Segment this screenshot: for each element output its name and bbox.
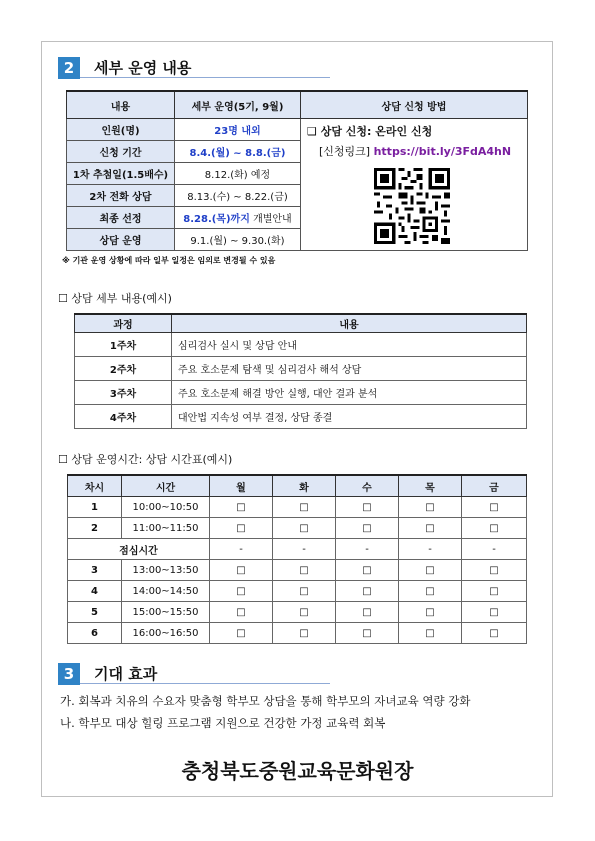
dash-cell: - [210, 539, 273, 560]
table-header: 금 [462, 475, 527, 497]
desc-cell: 대안법 지속성 여부 결정, 상담 종결 [172, 405, 527, 429]
desc-cell: 주요 호소문제 탐색 및 심리검사 해석 상담 [172, 357, 527, 381]
session-number: 1 [68, 497, 122, 518]
checkbox-mon[interactable]: □ [210, 623, 273, 644]
table-header: 과정 [75, 314, 172, 333]
table-header: 월 [210, 475, 273, 497]
checkbox-thu[interactable]: □ [399, 560, 462, 581]
table-row [75, 333, 527, 357]
section-number: 2 [58, 57, 80, 79]
week-cell: 4주차 [75, 405, 172, 429]
lunch-label: 점심시간 [68, 539, 210, 560]
desc-cell: 심리검사 실시 및 상담 안내 [172, 333, 527, 357]
table-row [68, 497, 527, 518]
checkbox-tue[interactable]: □ [273, 602, 336, 623]
checkbox-wed[interactable]: □ [336, 623, 399, 644]
checkbox-tue[interactable]: □ [273, 560, 336, 581]
table-row [68, 602, 527, 623]
row-label: 1차 추첨일(1.5배수) [67, 163, 175, 185]
table-header: 목 [399, 475, 462, 497]
checkbox-thu[interactable]: □ [399, 623, 462, 644]
checkbox-wed[interactable]: □ [336, 518, 399, 539]
issuer-signature: 충청북도중원교육문화원장 [181, 759, 414, 783]
table-row-lunch [68, 539, 527, 560]
checkbox-wed[interactable]: □ [336, 497, 399, 518]
checkbox-fri[interactable]: □ [462, 623, 527, 644]
application-method-title: ❑ 상담 신청: 온라인 신청 [307, 125, 433, 138]
table-row [75, 405, 527, 429]
timetable-table [67, 474, 527, 644]
table-row [68, 581, 527, 602]
checkbox-mon[interactable]: □ [210, 581, 273, 602]
checkbox-thu[interactable]: □ [399, 518, 462, 539]
table-header: 내용 [172, 314, 527, 333]
row-label: 상담 운영 [67, 229, 175, 251]
checkbox-fri[interactable]: □ [462, 602, 527, 623]
row-value: 8.28.(목)까지 [183, 214, 250, 225]
table-row [75, 357, 527, 381]
checkbox-mon[interactable]: □ [210, 518, 273, 539]
row-label: 신청 기간 [67, 141, 175, 163]
table-row [68, 518, 527, 539]
session-time: 16:00~16:50 [122, 623, 210, 644]
checkbox-wed[interactable]: □ [336, 602, 399, 623]
week-cell: 2주차 [75, 357, 172, 381]
row-label: 최종 선정 [67, 207, 175, 229]
row-value: 23명 내외 [175, 119, 301, 141]
checkbox-wed[interactable]: □ [336, 581, 399, 602]
checkbox-fri[interactable]: □ [462, 518, 527, 539]
table-header: 차시 [68, 475, 122, 497]
checkbox-mon[interactable]: □ [210, 560, 273, 581]
table-header: 세부 운영(5기, 9월) [175, 91, 301, 119]
qr-code-icon[interactable] [374, 168, 450, 244]
checkbox-tue[interactable]: □ [273, 518, 336, 539]
checkbox-fri[interactable]: □ [462, 581, 527, 602]
checkbox-wed[interactable]: □ [336, 560, 399, 581]
effect-item: 가. 회복과 치유의 수요자 맞춤형 학부모 상담을 통해 학부모의 자녀교육 역량 강화 [60, 694, 471, 708]
session-number: 3 [68, 560, 122, 581]
table-header: 상담 신청 방법 [301, 91, 528, 119]
session-number: 2 [68, 518, 122, 539]
checkbox-tue[interactable]: □ [273, 623, 336, 644]
checkbox-tue[interactable]: □ [273, 581, 336, 602]
schedule-table [66, 90, 528, 251]
table-header: 내용 [67, 91, 175, 119]
details-heading: ☐ 상담 세부 내용(예시) [58, 292, 172, 305]
table-header: 화 [273, 475, 336, 497]
checkbox-thu[interactable]: □ [399, 497, 462, 518]
table-row [75, 381, 527, 405]
row-label: 2차 전화 상담 [67, 185, 175, 207]
effect-item: 나. 학부모 대상 힐링 프로그램 지원으로 건강한 가정 교육력 회복 [60, 716, 386, 730]
table-row [67, 119, 528, 141]
session-number: 6 [68, 623, 122, 644]
row-value-extra: 개별안내 [253, 214, 292, 225]
session-time: 14:00~14:50 [122, 581, 210, 602]
schedule-note: ※ 기관 운영 상황에 따라 일부 일정은 임의로 변경될 수 있음 [62, 256, 276, 265]
row-value: 8.13.(수) ~ 8.22.(금) [175, 185, 301, 207]
desc-cell: 주요 호소문제 해결 방안 실행, 대안 결과 분석 [172, 381, 527, 405]
checkbox-thu[interactable]: □ [399, 581, 462, 602]
session-time: 13:00~13:50 [122, 560, 210, 581]
session-number: 5 [68, 602, 122, 623]
application-link-line [319, 143, 521, 159]
row-value: 9.1.(월) ~ 9.30.(화) [175, 229, 301, 251]
checkbox-fri[interactable]: □ [462, 497, 527, 518]
checkbox-mon[interactable]: □ [210, 497, 273, 518]
dash-cell: - [273, 539, 336, 560]
table-row [68, 623, 527, 644]
section-title: 기대 효과 [94, 665, 158, 683]
checkbox-thu[interactable]: □ [399, 602, 462, 623]
session-time: 15:00~15:50 [122, 602, 210, 623]
table-header: 수 [336, 475, 399, 497]
dash-cell: - [462, 539, 527, 560]
checkbox-mon[interactable]: □ [210, 602, 273, 623]
row-value: 8.12.(화) 예정 [175, 163, 301, 185]
details-table [74, 313, 527, 429]
table-row [68, 560, 527, 581]
checkbox-tue[interactable]: □ [273, 497, 336, 518]
week-cell: 3주차 [75, 381, 172, 405]
dash-cell: - [336, 539, 399, 560]
week-cell: 1주차 [75, 333, 172, 357]
application-method-cell [301, 119, 528, 251]
checkbox-fri[interactable]: □ [462, 560, 527, 581]
section-title: 세부 운영 내용 [94, 59, 192, 77]
application-link[interactable]: https://bit.ly/3FdA4hN [373, 145, 512, 158]
section-number: 3 [58, 663, 80, 685]
row-value: 8.4.(월) ~ 8.8.(금) [175, 141, 301, 163]
session-number: 4 [68, 581, 122, 602]
dash-cell: - [399, 539, 462, 560]
row-label: 인원(명) [67, 119, 175, 141]
session-time: 10:00~10:50 [122, 497, 210, 518]
row-value-cell [175, 207, 301, 229]
timetable-heading: ☐ 상담 운영시간: 상담 시간표(예시) [58, 453, 233, 466]
application-link-label: [신청링크] [319, 145, 371, 158]
table-header: 시간 [122, 475, 210, 497]
session-time: 11:00~11:50 [122, 518, 210, 539]
